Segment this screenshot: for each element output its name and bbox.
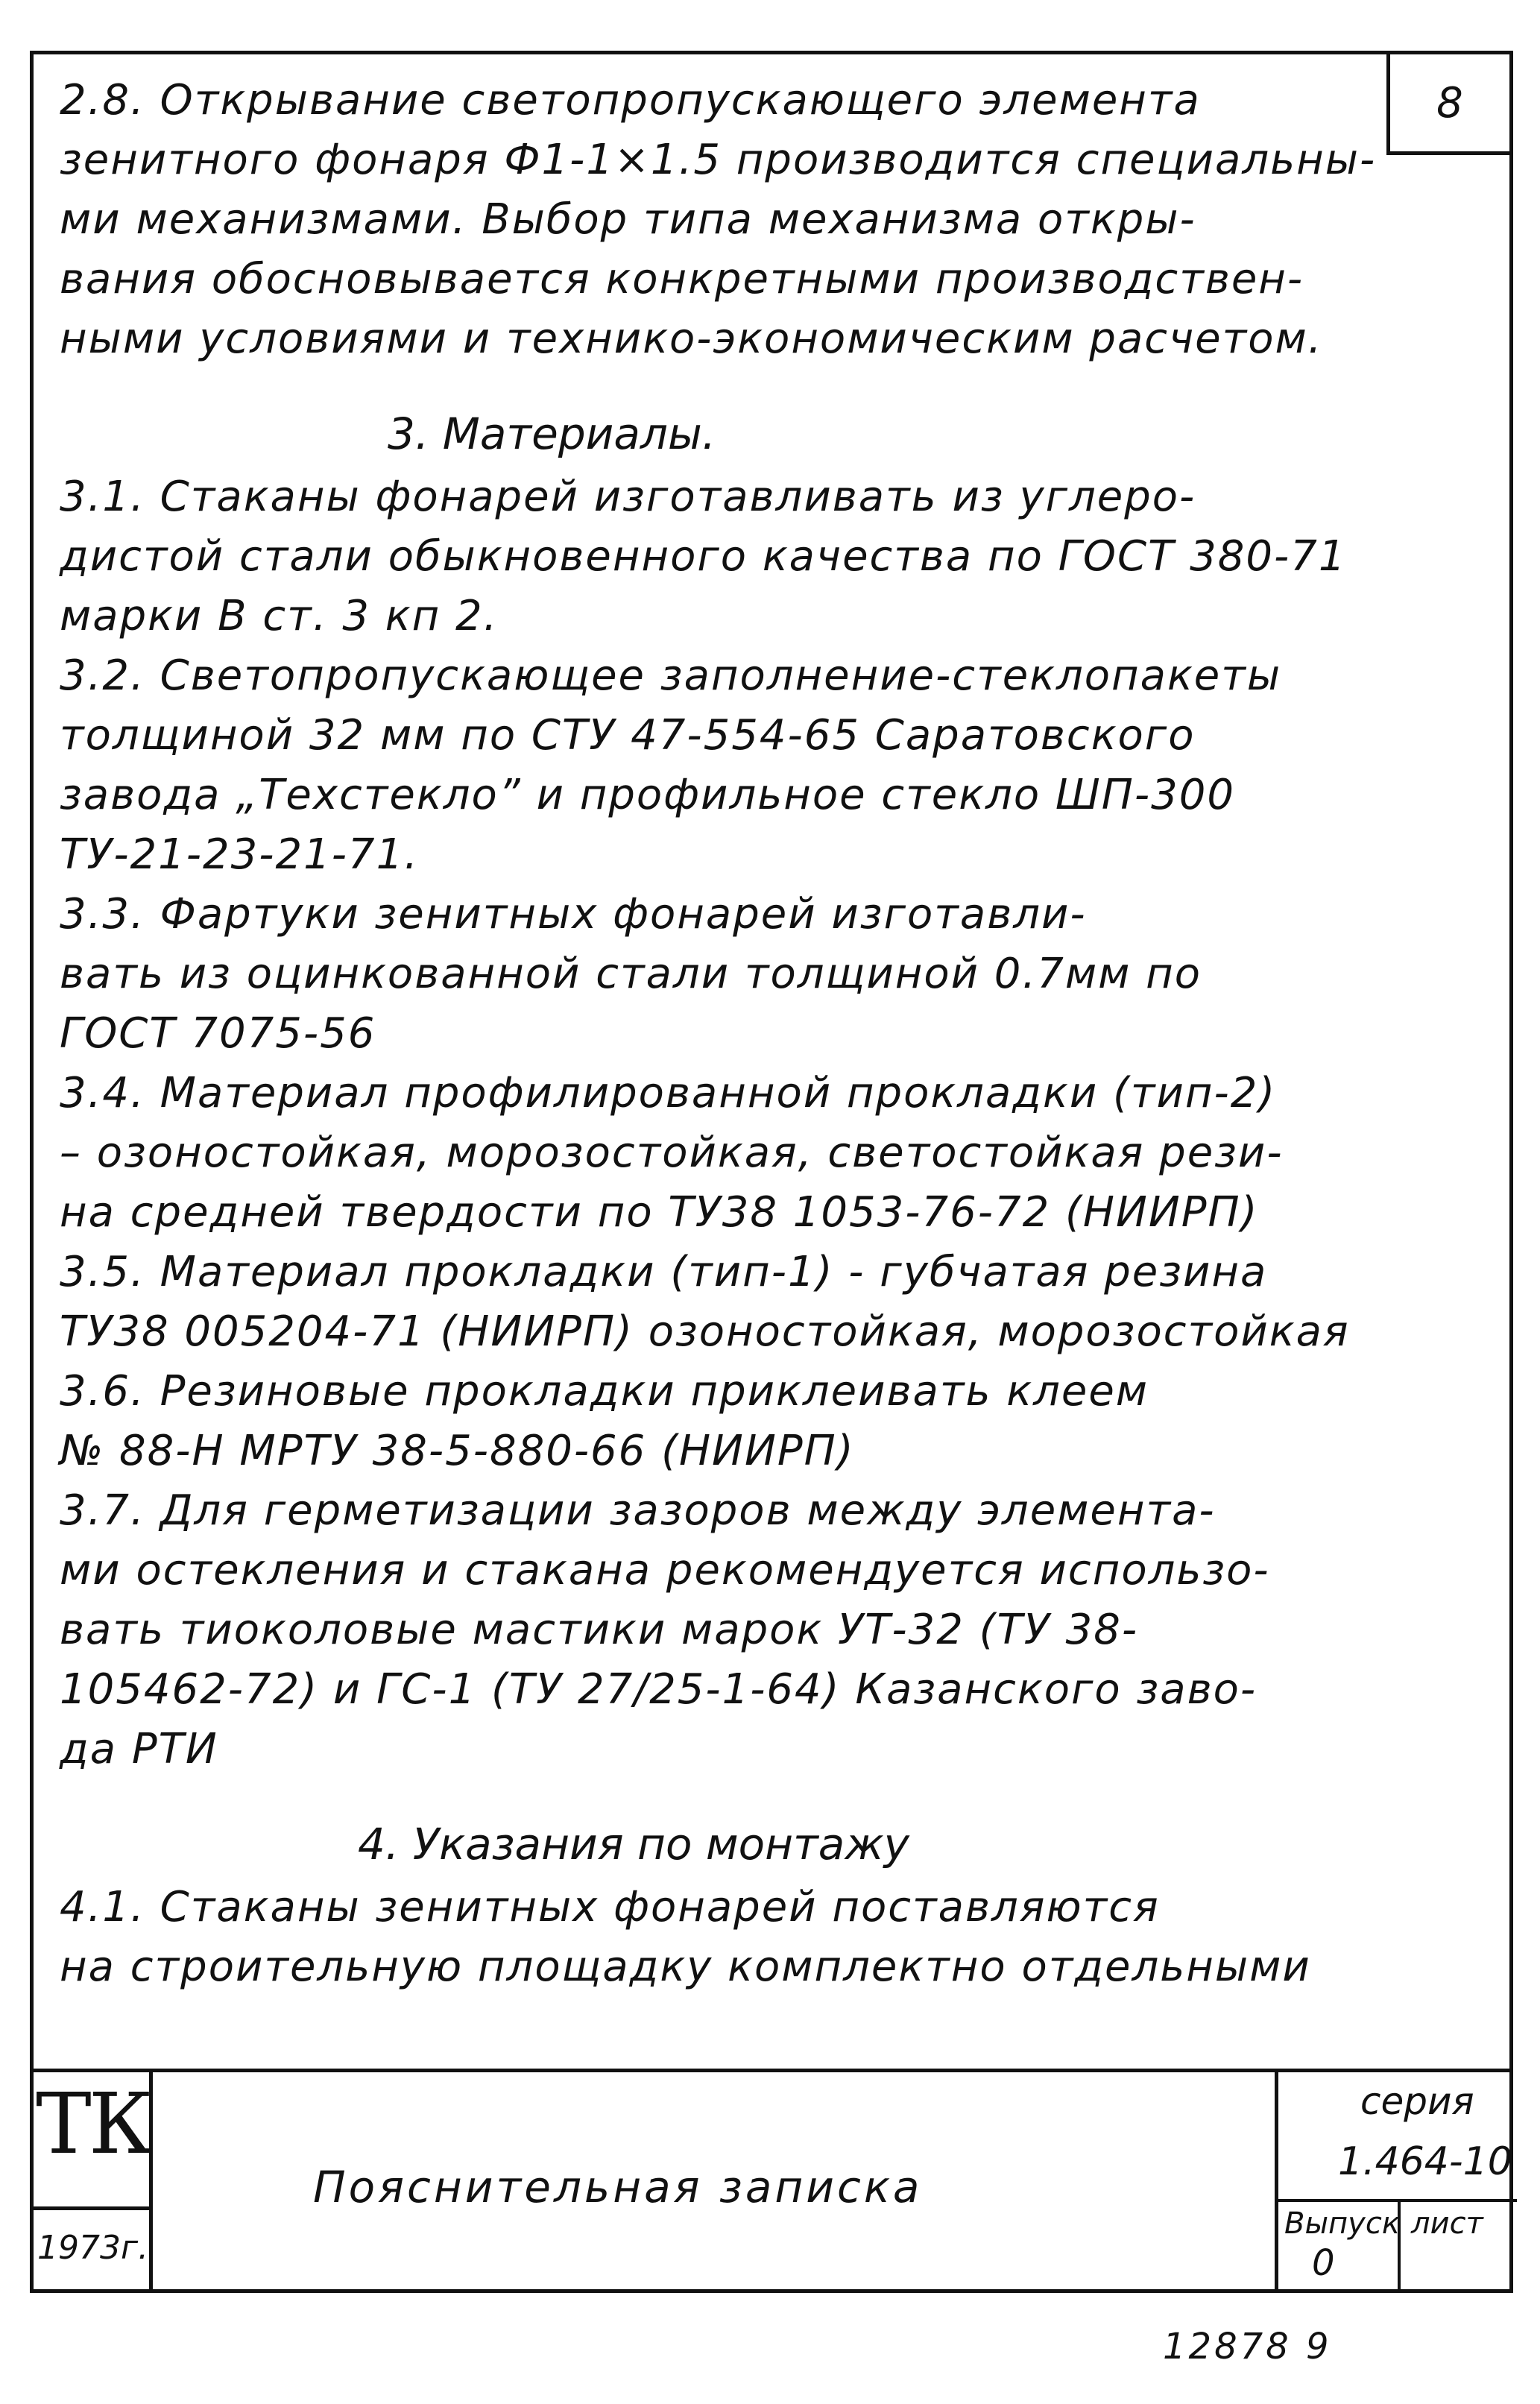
page-body xyxy=(60,71,1401,1997)
text-line: 4.1. Стаканы зенитных фонарей поставляются xyxy=(60,1883,1160,1931)
title-block xyxy=(30,2069,1513,2293)
section-4-text xyxy=(60,1878,1401,1997)
sheet-number: 8 xyxy=(1436,78,1463,127)
text-line: ТУ-21-23-21-71. xyxy=(60,830,419,879)
text-line: 3.1. Стаканы фонарей изготавливать из углеро- xyxy=(60,473,1196,521)
text-line: на средней твердости по ТУ38 1053-76-72 (НИИРП) xyxy=(60,1188,1259,1237)
text-line: 3.2. Светопропускающее заполнение-стеклопакеты xyxy=(60,652,1282,700)
text-line: завода „Техстекло” и профильное стекло ШП-300 xyxy=(60,771,1236,819)
text-line: 3.3. Фартуки зенитных фонарей изготавли- xyxy=(60,890,1087,938)
text-line: 105462-72) и ГС-1 (ТУ 27/25-1-64) Казанского заво- xyxy=(60,1665,1257,1714)
sheet-label: лист xyxy=(1411,2206,1483,2241)
text-line: 3.7. Для герметизации зазоров между элемента- xyxy=(60,1486,1216,1535)
text-line: вать тиоколовые мастики марок УТ-32 (ТУ 38- xyxy=(60,1606,1139,1654)
issue-value: 0 xyxy=(1312,2242,1335,2284)
text-line: толщиной 32 мм по СТУ 47-554-65 Саратовского xyxy=(60,711,1196,760)
text-line: вания обосновывается конкретными производствен- xyxy=(60,255,1304,303)
text-line: зенитного фонаря Ф1-1×1.5 производится специальны- xyxy=(60,136,1377,184)
text-line: на строительную площадку комплектно отдельными xyxy=(60,1943,1311,1991)
text-line: ными условиями и технико-экономическим расчетом. xyxy=(60,315,1323,363)
archive-code: 12878 9 xyxy=(1163,2326,1332,2367)
text-line: 3.4. Материал профилированной прокладки (тип-2) xyxy=(60,1069,1277,1117)
text-line: – озоностойкая, морозостойкая, светостойкая рези- xyxy=(60,1129,1284,1177)
series-value: 1.464-10 xyxy=(1338,2139,1512,2184)
text-line: ми остекления и стакана рекомендуется использо- xyxy=(60,1546,1270,1594)
text-line: ми механизмами. Выбор типа механизма откры- xyxy=(60,195,1196,244)
sheet-number-box xyxy=(1386,51,1513,155)
series-label: серия xyxy=(1360,2080,1474,2123)
text-line: 2.8. Открывание светопропускающего элемента xyxy=(60,76,1201,124)
text-line: вать из оцинкованной стали толщиной 0.7мм по xyxy=(60,950,1202,998)
text-line: дистой стали обыкновенного качества по ГОСТ 380-71 xyxy=(60,532,1347,581)
text-line: 3.6. Резиновые прокладки приклеивать клеем xyxy=(60,1367,1149,1416)
text-line: № 88-Н МРТУ 38-5-880-66 (НИИРП) xyxy=(60,1427,855,1475)
document-title: Пояснительная записка xyxy=(313,2162,923,2212)
organization-cell xyxy=(30,2072,153,2293)
section-3-text xyxy=(60,467,1401,1779)
text-line: ГОСТ 7075-56 xyxy=(60,1009,376,1058)
cell-divider xyxy=(30,2206,149,2210)
year-label: 1973г. xyxy=(37,2229,149,2267)
text-line: да РТИ xyxy=(60,1725,218,1773)
text-line: ТУ38 005204-71 (НИИРП) озоностойкая, морозостойкая xyxy=(60,1307,1350,1356)
section-4-heading: 4. Указания по монтажу xyxy=(358,1819,909,1870)
issue-label: Выпуск xyxy=(1284,2206,1400,2241)
organization-logo: ТК xyxy=(36,2076,151,2173)
section-3-heading: 3. Материалы. xyxy=(388,408,716,459)
section-2-text xyxy=(60,71,1401,369)
text-line: 3.5. Материал прокладки (тип-1) - губчатая резина xyxy=(60,1248,1268,1296)
series-cell xyxy=(1275,2072,1513,2293)
text-line: марки В ст. 3 кп 2. xyxy=(60,592,499,640)
